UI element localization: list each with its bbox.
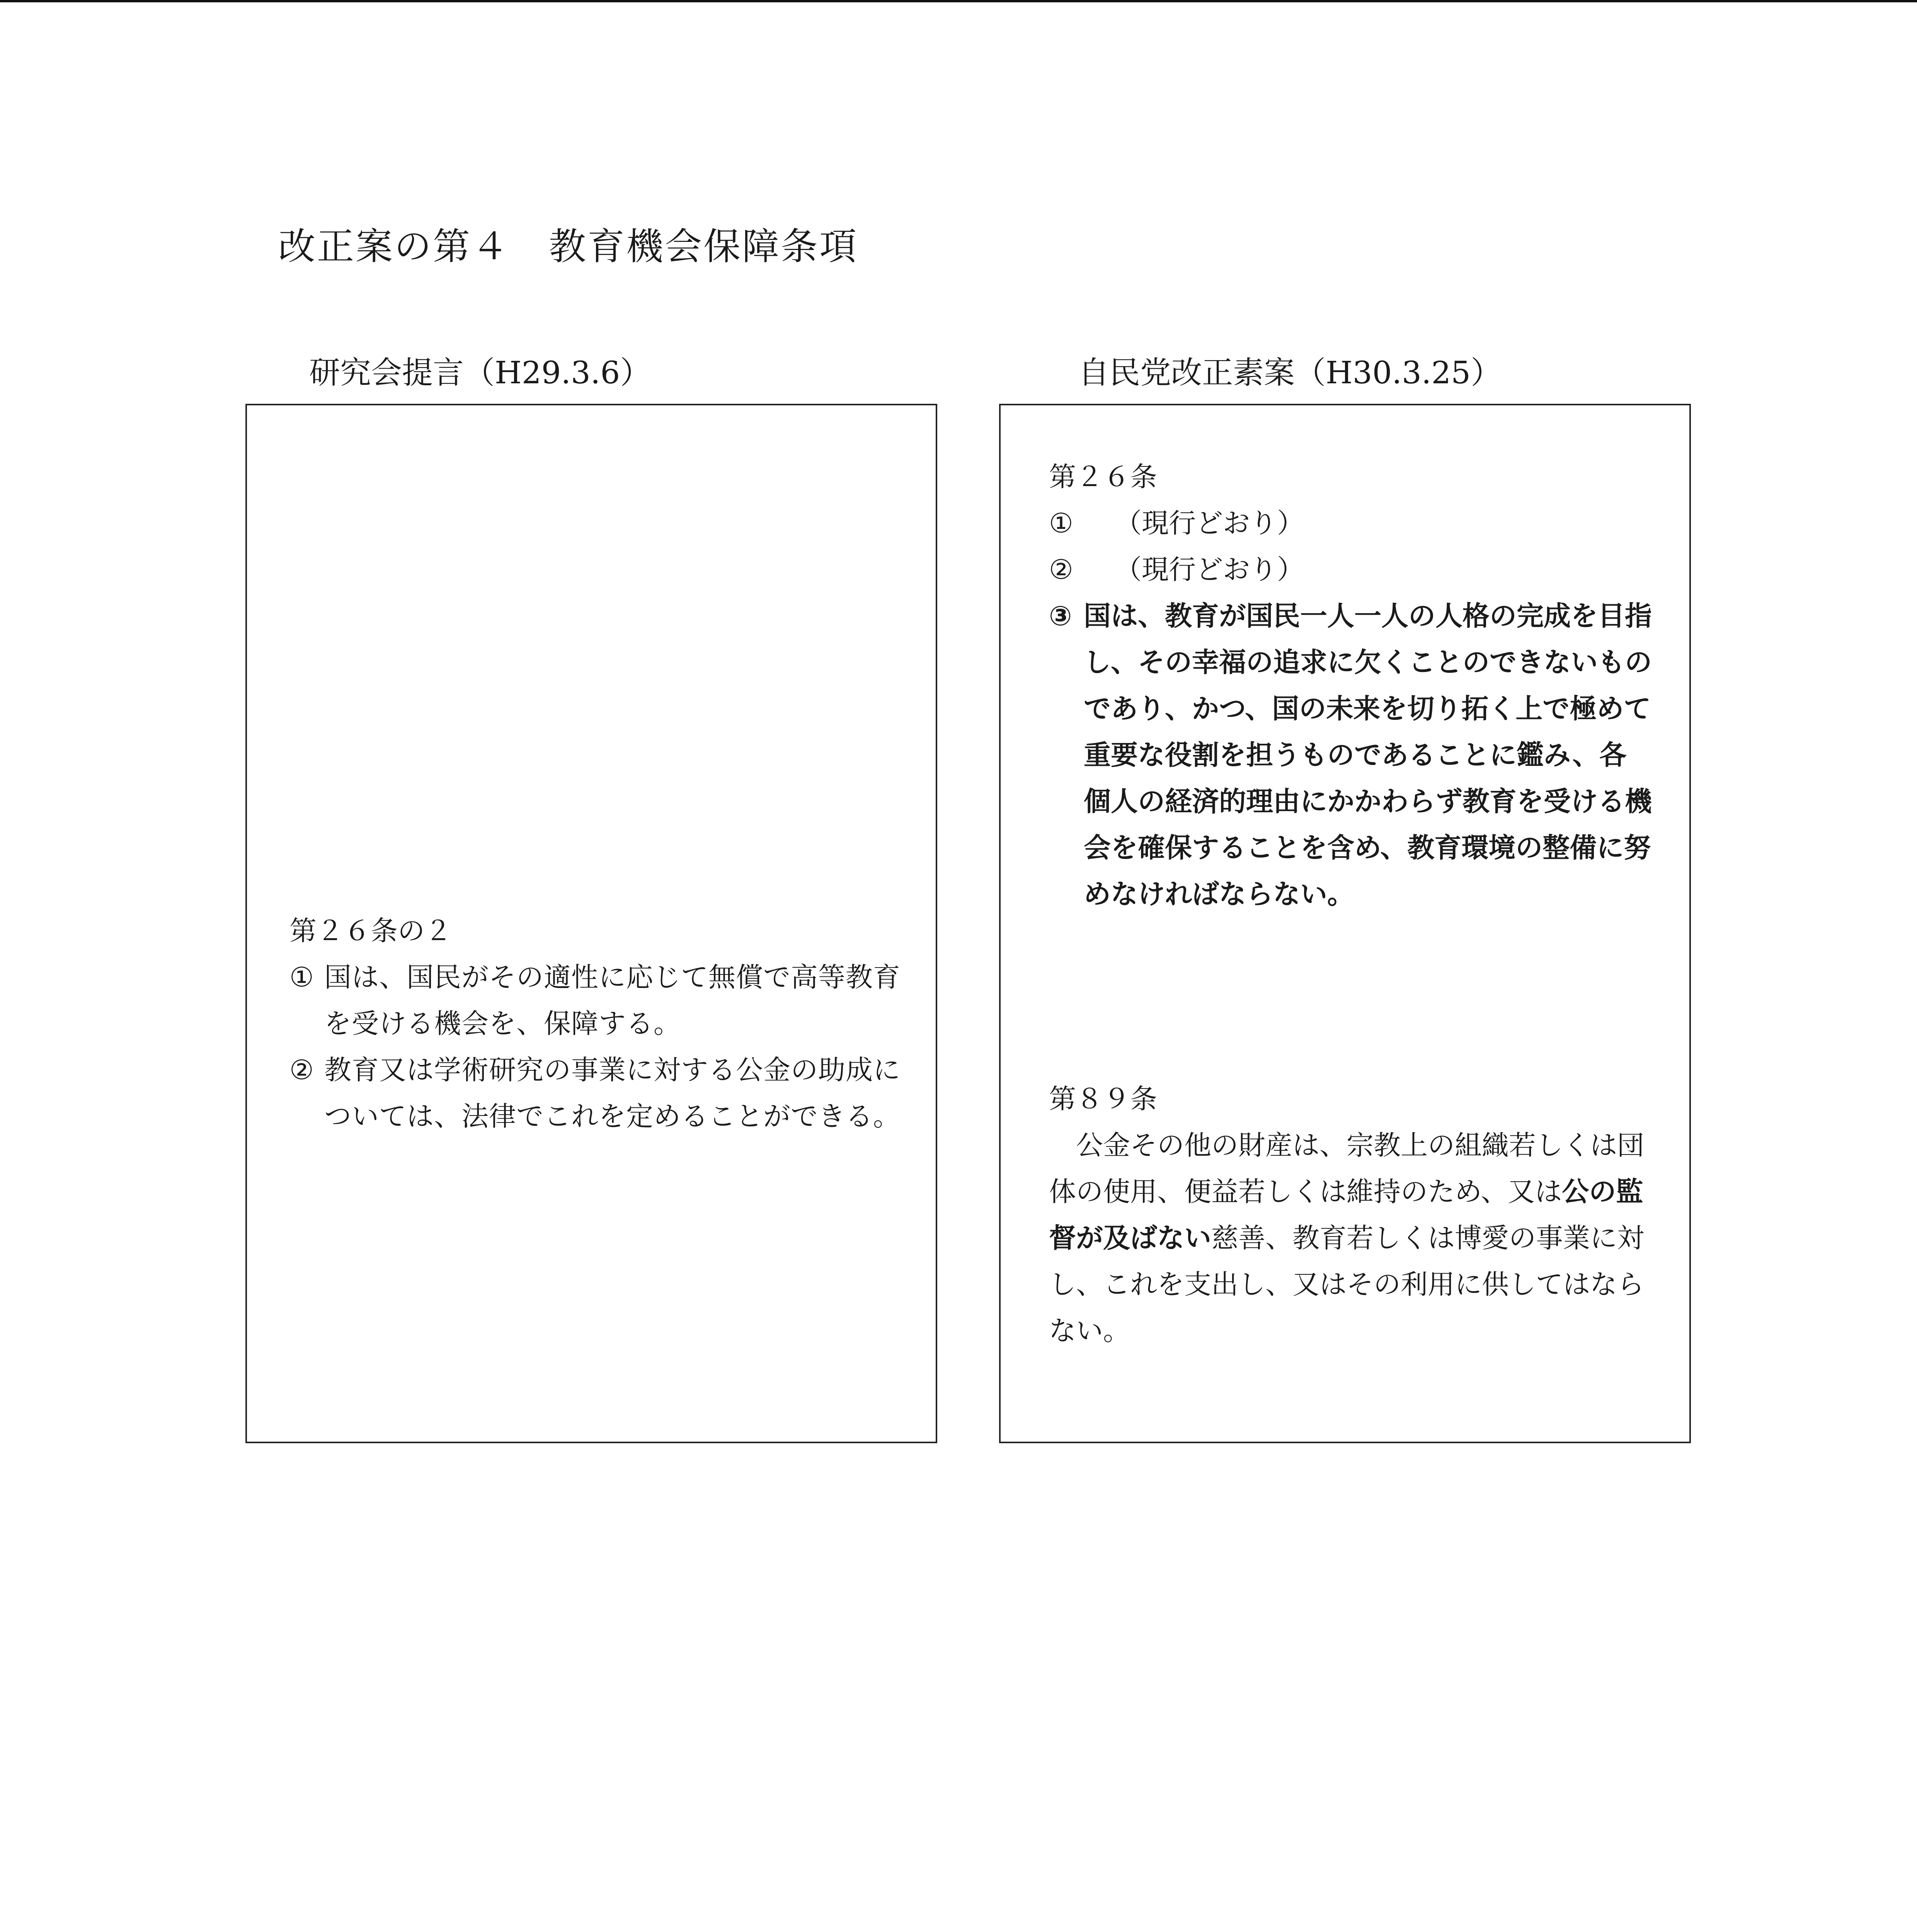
item-text: （現行どおり） bbox=[1115, 507, 1304, 539]
article-89-text-emphasis: 公の監督が及ばない bbox=[1049, 1176, 1643, 1254]
article-89-block bbox=[1049, 1076, 1660, 1354]
item-number: ③ bbox=[1049, 600, 1072, 632]
article-89-text-after: 慈善、教育若しくは博愛の事業に対し、これを支出し、又はその利用に供してはならない。 bbox=[1049, 1222, 1644, 1347]
article-26-item-3 bbox=[1049, 593, 1652, 917]
right-proposal-box bbox=[999, 404, 1691, 1443]
right-column-heading: 自民党改正素案（H30.3.25） bbox=[1078, 355, 1502, 391]
item-text: （現行どおり） bbox=[1115, 554, 1304, 585]
item-number: ① bbox=[1049, 507, 1073, 539]
item-text: 国は、教育が国民一人一人の人格の完成を目指し、その幸福の追求に欠くことのできないものであり、かつ、国の未来を切り拓く上で極めて重要な役割を担うものであることに鑑み、各個人の経済的理由にかかわらず教育を受ける機会を確保することを含め、教育環境の整備に努めなければならない。 bbox=[1084, 600, 1652, 910]
left-item-2 bbox=[289, 1047, 908, 1139]
left-column-heading: 研究会提言（H29.3.6） bbox=[309, 355, 651, 391]
item-text: 国は、国民がその適性に応じて無償で高等教育を受ける機会を、保障する。 bbox=[324, 961, 901, 1039]
article-89-text bbox=[1049, 1122, 1660, 1354]
item-number: ② bbox=[289, 1054, 314, 1086]
top-border-line bbox=[0, 0, 1917, 2]
left-article-block bbox=[289, 908, 908, 1139]
article-89-title: 第８９条 bbox=[1049, 1083, 1157, 1115]
item-number: ② bbox=[1049, 554, 1073, 585]
article-26-block bbox=[1049, 454, 1652, 917]
item-text: 教育又は学術研究の事業に対する公金の助成については、法律でこれを定めることができる。 bbox=[324, 1054, 901, 1132]
article-26-title: 第２６条 bbox=[1049, 461, 1157, 493]
article-26-item-2 bbox=[1049, 546, 1652, 593]
page-title: 改正案の第４ 教育機会保障条項 bbox=[278, 225, 858, 268]
left-proposal-box bbox=[245, 404, 937, 1443]
item-number: ① bbox=[289, 961, 314, 993]
article-89-text-before: 公金その他の財産は、宗教上の組織若しくは団体の使用、便益若しくは維持のため、又は bbox=[1049, 1129, 1644, 1208]
left-article-title: 第２６条の２ bbox=[289, 915, 452, 947]
article-26-item-1 bbox=[1049, 500, 1652, 546]
left-item-1 bbox=[289, 954, 908, 1047]
